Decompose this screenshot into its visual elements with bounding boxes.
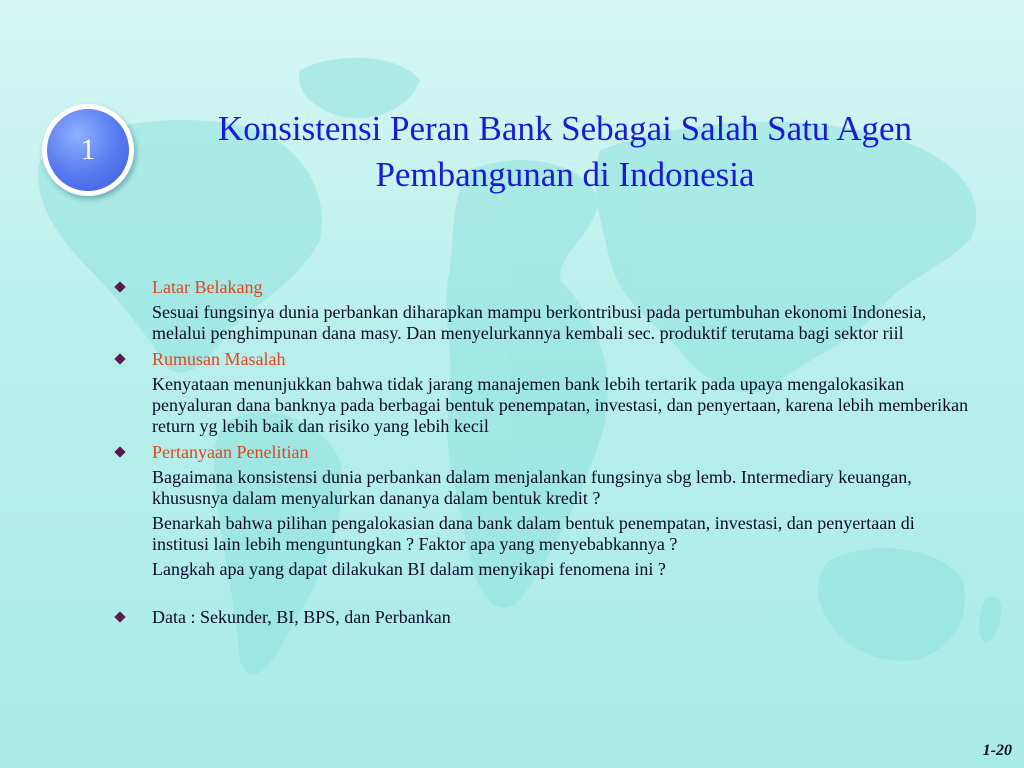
section-paragraph: Bagaimana konsistensi dunia perbankan dalam menjalankan fungsinya sbg lemb. Intermediary keuangan, khususnya dalam menyalurkan dananya dalam bentuk kredit ? [152,467,912,508]
diamond-bullet-icon [114,353,125,364]
diamond-bullet-icon [114,446,125,457]
section-paragraph: Sesuai fungsinya dunia perbankan diharapkan mampu berkontribusi pada pertumbuhan ekonomi Indonesia, melalui penghimpunan dana masy. Dan menyelurkannya kembali sec. produktif terutama bagi sektor riil [152,302,927,343]
section-paragraph: Kenyataan menunjukkan bahwa tidak jarang manajemen bank lebih tertarik pada upaya mengalokasikan penyaluran dana banknya pada berbagai bentuk penempatan, investasi, dan penyertaan, karena lebih memberikan return yg lebih baik dan risiko yang lebih kecil [152,374,969,436]
diamond-bullet-icon [114,281,125,292]
diamond-bullet-icon [114,611,125,622]
data-source-text: Data : Sekunder, BI, BPS, dan Perbankan [152,607,451,627]
slide-title-line-1: Konsistensi Peran Bank Sebagai Salah Satu Agen [217,109,913,148]
section-data [112,606,972,628]
section-label: Latar Belakang [152,277,263,297]
slide-title-line-2: Pembangunan di Indonesia [375,155,755,194]
section-paragraph: Benarkah bahwa pilihan pengalokasian dana bank dalam bentuk penempatan, investasi, dan penyertaan di institusi lain lebih menguntungkan ? Faktor apa yang menyebabkannya ? [152,513,915,554]
section-paragraph: Langkah apa yang dapat dilakukan BI dalam menyikapi fenomena ini ? [152,559,666,579]
section-rumusan-masalah [112,348,972,437]
bullet-list [112,276,972,628]
slide-title [160,106,970,198]
section-latar-belakang [112,276,972,344]
section-label: Pertanyaan Penelitian [152,442,309,462]
section-label: Rumusan Masalah [152,349,286,369]
page-number: 1-20 [982,742,1012,759]
slide-number: 1 [80,133,96,166]
section-pertanyaan-penelitian [112,441,972,580]
slide-number-badge [42,104,134,196]
